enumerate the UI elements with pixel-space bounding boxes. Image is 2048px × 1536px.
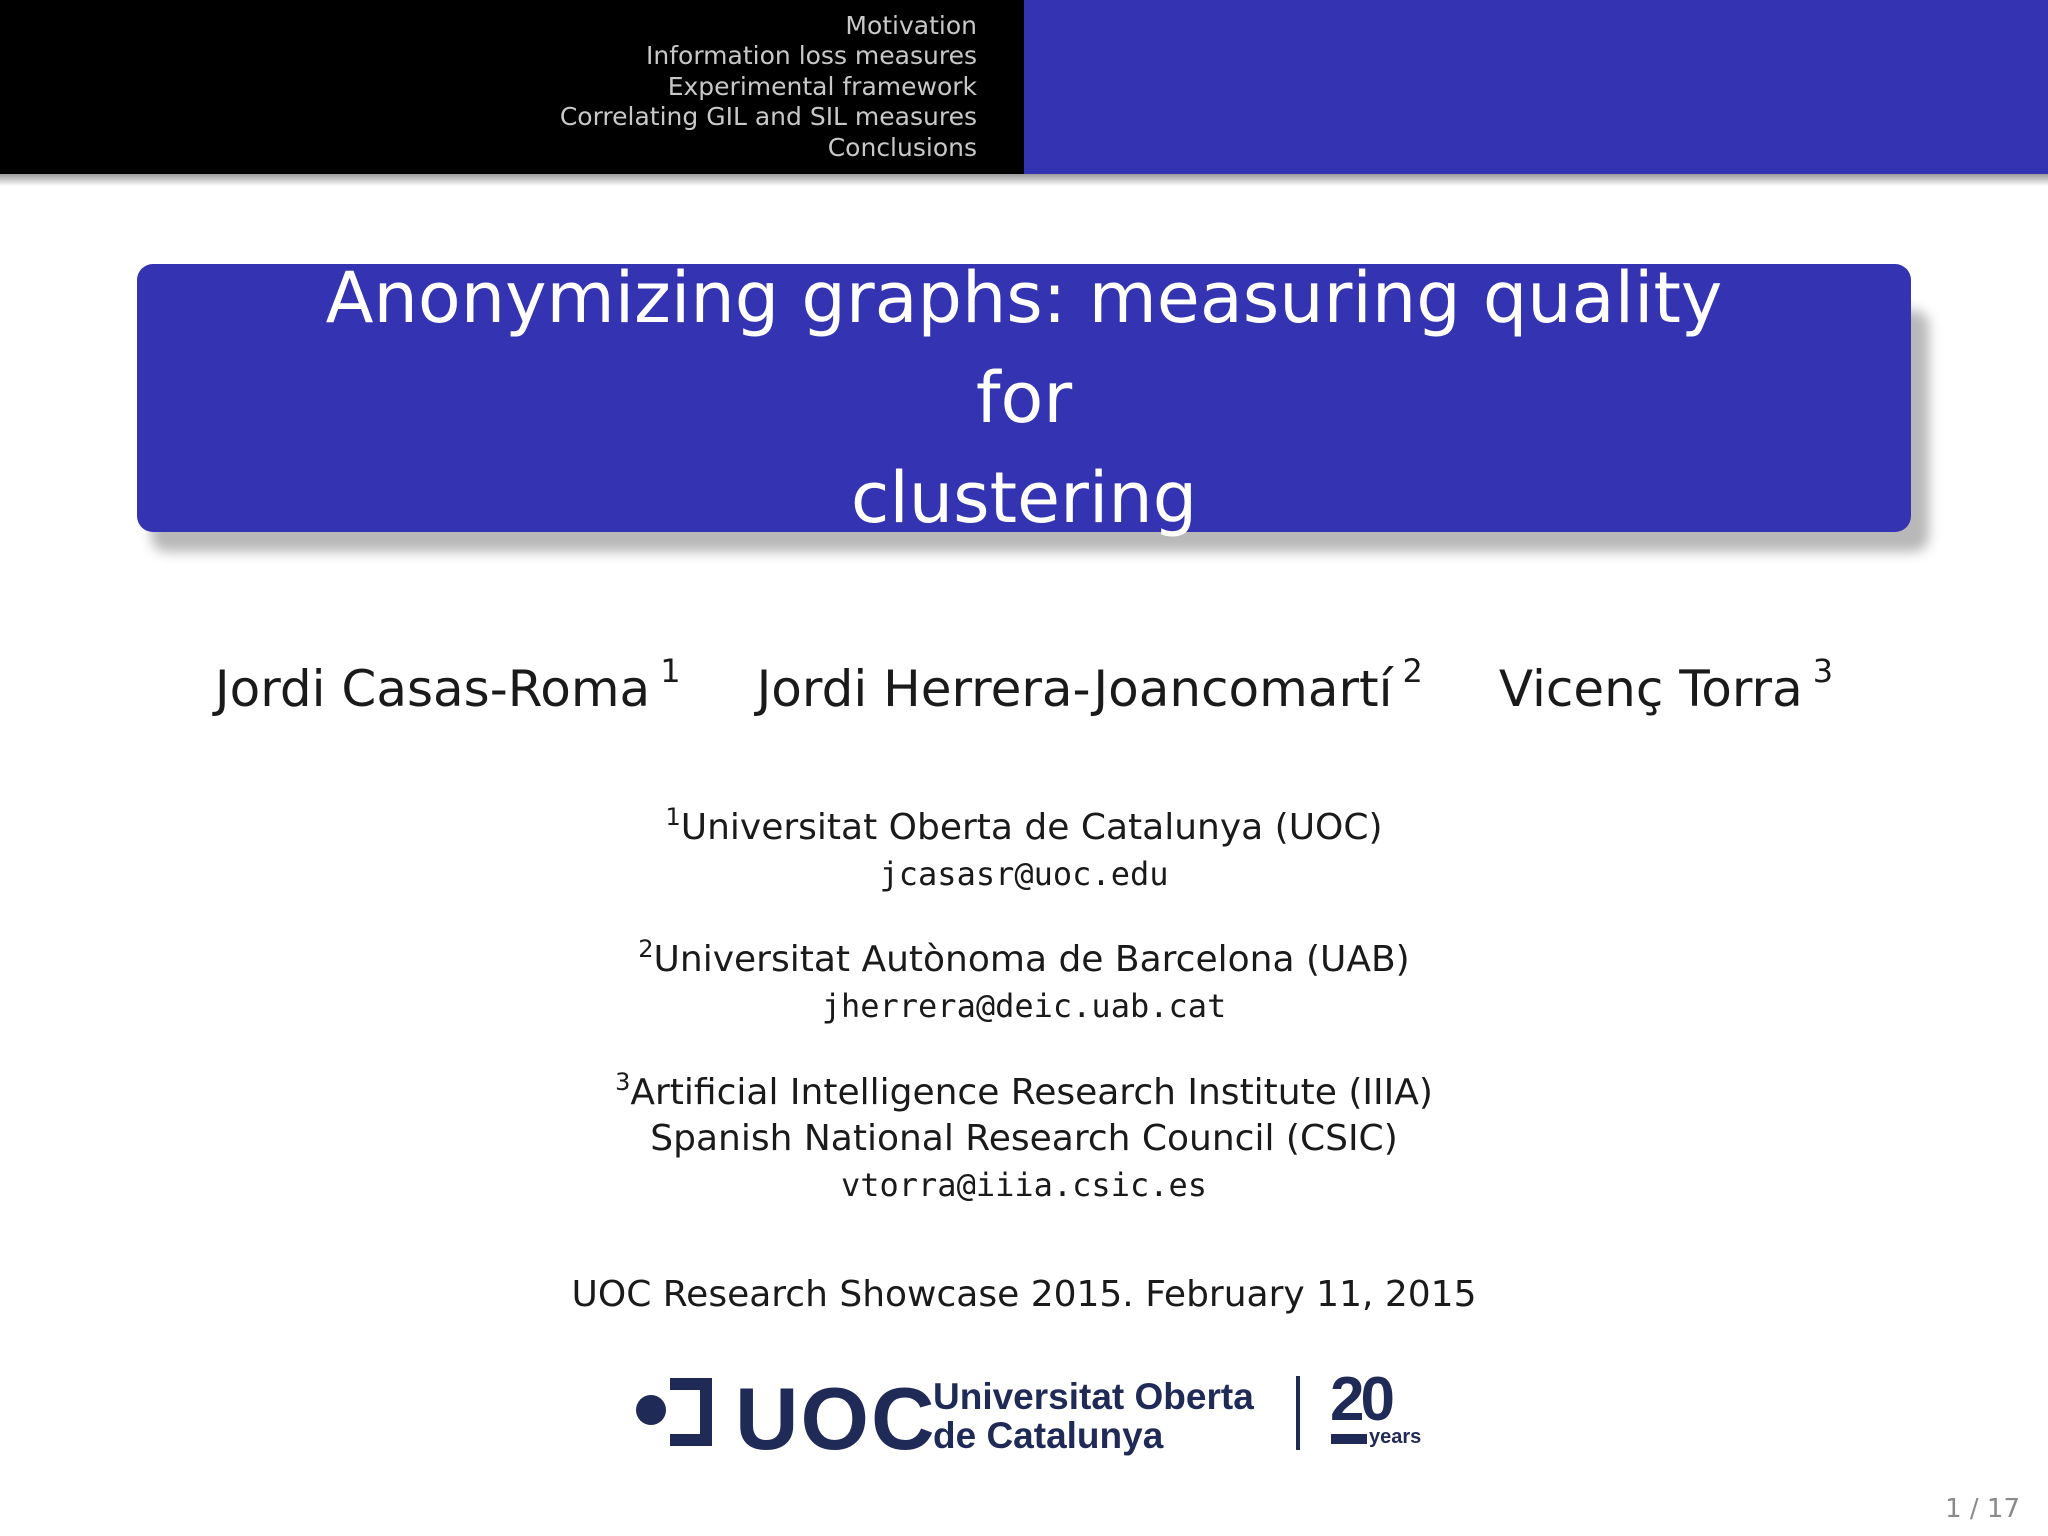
logo-anniversary-number: 20 bbox=[1330, 1365, 1391, 1434]
affiliation-1 bbox=[0, 794, 2048, 897]
affiliation-institution: Universitat Autònoma de Barcelona (UAB) bbox=[653, 939, 1410, 980]
uoc-square-mark-icon bbox=[630, 1372, 720, 1462]
author-1 bbox=[215, 636, 681, 724]
section-navigation bbox=[0, 0, 1024, 174]
author-name: Vicenç Torra bbox=[1498, 660, 1803, 718]
affiliation-3 bbox=[0, 1059, 2048, 1208]
author-list bbox=[0, 636, 2048, 724]
page-number: 1 / 17 bbox=[1945, 1494, 2020, 1524]
uoc-logo bbox=[630, 1365, 1422, 1468]
affiliation-institution: Artificial Intelligence Research Institute (IIIA) bbox=[630, 1072, 1433, 1113]
author-name: Jordi Casas-Roma bbox=[214, 660, 651, 718]
nav-item-correlating-gil-sil[interactable]: Correlating GIL and SIL measures bbox=[559, 102, 977, 132]
affiliation-institution-secondary: Spanish National Research Council (CSIC) bbox=[650, 1118, 1398, 1159]
header-shadow bbox=[0, 174, 2048, 186]
title-line-1: Anonymizing graphs: measuring quality for bbox=[325, 257, 1723, 439]
header-accent-block bbox=[1024, 0, 2048, 174]
logo-acronym: UOC bbox=[735, 1369, 937, 1468]
affiliation-marker: 1 bbox=[665, 803, 681, 831]
affiliation-email[interactable]: jherrera@deic.uab.cat bbox=[821, 987, 1227, 1025]
nav-item-experimental-framework[interactable]: Experimental framework bbox=[667, 71, 977, 101]
nav-item-conclusions[interactable]: Conclusions bbox=[827, 132, 977, 162]
title-line-2: clustering bbox=[850, 457, 1198, 539]
author-name: Jordi Herrera-Joancomartí bbox=[756, 660, 1393, 718]
nav-item-information-loss-measures[interactable]: Information loss measures bbox=[646, 41, 977, 71]
affiliation-email[interactable]: jcasasr@uoc.edu bbox=[879, 855, 1169, 893]
logo-name-line-1: Universitat Oberta bbox=[933, 1376, 1254, 1417]
logo-anniversary-bar bbox=[1331, 1434, 1367, 1444]
title-box bbox=[137, 257, 1911, 539]
affiliation-marker: 3 bbox=[615, 1068, 631, 1096]
author-3 bbox=[1499, 636, 1833, 724]
author-2 bbox=[757, 636, 1423, 724]
affiliation-marker: 2 bbox=[638, 935, 654, 963]
event-date-line: UOC Research Showcase 2015. February 11, 2015 bbox=[571, 1274, 1477, 1315]
author-affiliation-marker: 3 bbox=[1812, 652, 1834, 690]
nav-item-motivation[interactable]: Motivation bbox=[845, 10, 977, 40]
author-affiliation-marker: 1 bbox=[660, 652, 681, 690]
affiliation-email[interactable]: vtorra@iiia.csic.es bbox=[840, 1166, 1208, 1204]
logo-divider bbox=[1296, 1376, 1300, 1450]
header-bar bbox=[0, 0, 2048, 174]
author-affiliation-marker: 2 bbox=[1402, 652, 1423, 690]
affiliation-institution: Universitat Oberta de Catalunya (UOC) bbox=[680, 807, 1383, 848]
logo-name-line-2: de Catalunya bbox=[933, 1415, 1164, 1456]
logo-anniversary-label: years bbox=[1369, 1426, 1422, 1448]
presentation-title bbox=[284, 248, 1764, 548]
affiliation-2 bbox=[0, 926, 2048, 1029]
